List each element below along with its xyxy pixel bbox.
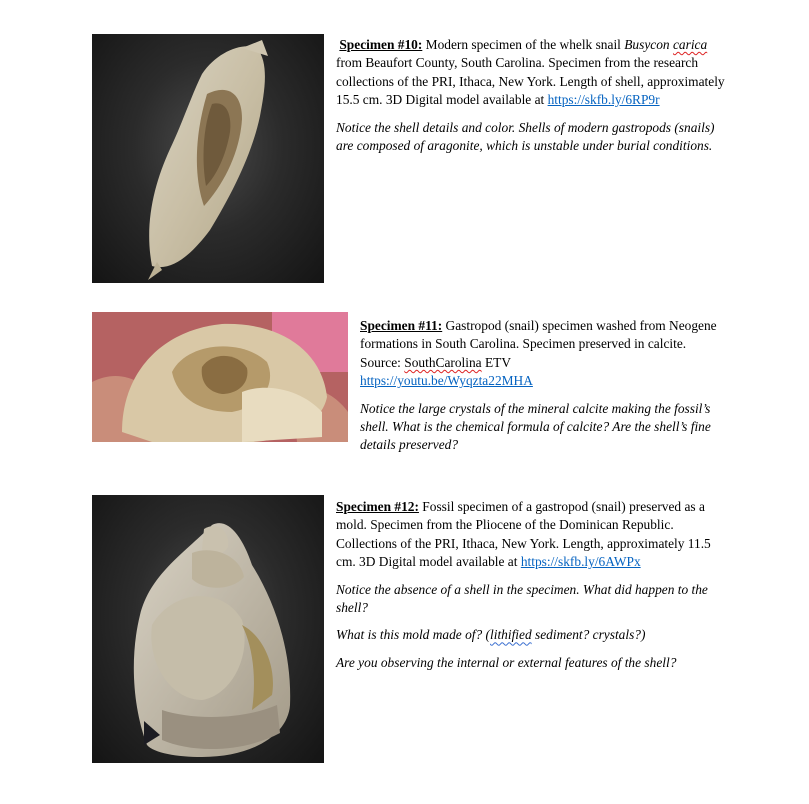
- genus-name: Busycon: [624, 37, 670, 52]
- specimen-10-label: Specimen #10:: [339, 37, 423, 52]
- specimen-10-description: Specimen #10: Modern specimen of the whelk snail Busycon carica from Beaufort County, South Carolina. Specimen from the research collections of the PRI, Ithaca, New York. Length of shell, approximately 15.5 cm. 3D Digital model available at https://skfb.ly/6RP9r: [336, 37, 725, 108]
- specimen-12-description: Specimen #12: Fossil specimen of a gastropod (snail) preserved as a mold. Specimen from the Pliocene of the Dominican Republic. Collections of the PRI, Ithaca, New York. Length, approximately 11.5 cm. 3D Digital model available at https://skfb.ly/6AWPx: [336, 499, 711, 570]
- specimen-12-text: [336, 498, 726, 681]
- specimen-10-link[interactable]: https://skfb.ly/6RP9r: [547, 92, 660, 108]
- lithified-word: lithified: [490, 627, 532, 643]
- specimen-12-link[interactable]: https://skfb.ly/6AWPx: [520, 554, 641, 570]
- specimen-12-mold-question: What is this mold made of? (lithified sediment? crystals?): [336, 627, 646, 643]
- specimen-11-link[interactable]: https://youtu.be/Wyqzta22MHA: [360, 373, 533, 389]
- mold-fossil-illustration: [92, 495, 324, 763]
- specimen-11-text: [360, 317, 730, 464]
- specimen-11-note: Notice the large crystals of the mineral calcite making the fossil’s shell. What is the chemical formula of calcite? Are the shell’s fine details preserved?: [360, 400, 711, 453]
- specimen-11-image: [92, 312, 348, 442]
- specimen-11-description: Specimen #11: Gastropod (snail) specimen washed from Neogene formations in South Carolina. Specimen preserved in calcite. Source: SouthCarolina ETV https://youtu.be/Wyqzta22MHA: [360, 318, 717, 389]
- specimen-12-note-2: Are you observing the internal or external features of the shell?: [336, 654, 677, 670]
- specimen-10-note: Notice the shell details and color. Shells of modern gastropods (snails) are composed of aragonite, which is unstable under burial conditions.: [336, 119, 715, 154]
- calcite-fossil-illustration: [92, 312, 348, 442]
- specimen-12-note-1: Notice the absence of a shell in the specimen. What did happen to the shell?: [336, 581, 708, 616]
- specimen-11-label: Specimen #11:: [360, 318, 443, 333]
- specimen-12-label: Specimen #12:: [336, 499, 419, 514]
- specimen-10-text: [336, 36, 726, 164]
- specimen-12-image: [92, 495, 324, 763]
- source-name: SouthCarolina: [404, 354, 482, 370]
- whelk-shell-illustration: [92, 34, 324, 283]
- specimen-10-image: [92, 34, 324, 283]
- species-name: carica: [672, 37, 708, 52]
